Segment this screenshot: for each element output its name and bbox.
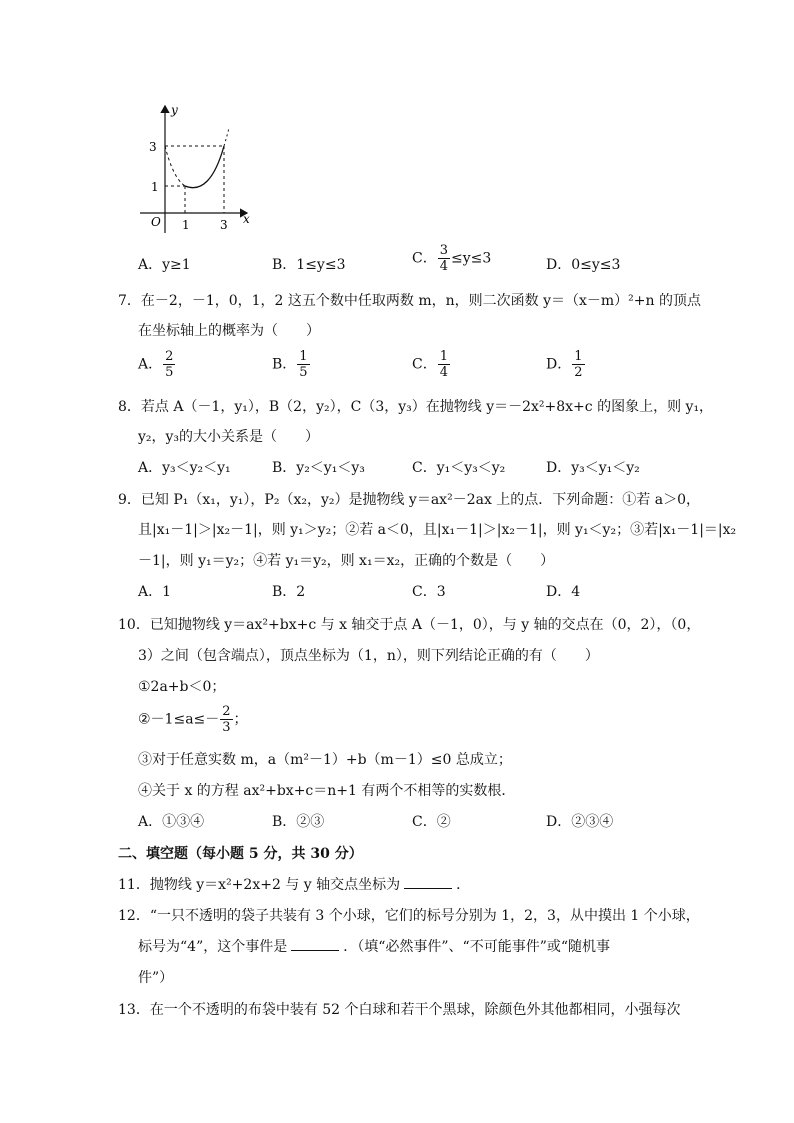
- q12-line1: 12．“一只不透明的袋子共装有 3 个小球，它们的标号分别为 1，2，3，从中摸出 1 个小球，: [118, 908, 700, 924]
- q9-line1: 9．已知 P₁（x₁，y₁），P₂（x₂，y₂）是抛物线 y＝ax²－2ax 上的点．下列命题：①若 a＞0，: [118, 492, 700, 508]
- y-tick-3: 3: [149, 140, 157, 154]
- q6-option-c-label: C．: [412, 250, 437, 267]
- q12-answer-blank[interactable]: [291, 938, 339, 951]
- q7-option-a[interactable]: A． $\frac{2}{5}$: [138, 349, 174, 380]
- q7-line2: 在坐标轴上的概率为（ ）: [138, 323, 320, 339]
- q8-option-c[interactable]: C．y₁＜y₃＜y₂: [412, 460, 506, 476]
- q10-option-a[interactable]: A．①③④: [138, 814, 205, 830]
- q6-option-c-fraction: $\frac{3}{4}$: [439, 243, 448, 274]
- q6-option-a[interactable]: A．y≥1: [138, 257, 191, 273]
- q7-line1: 7．在－2，－1，0，1，2 这五个数中任取两数 m，n，则二次函数 y＝（x－m）²+n 的顶点: [118, 293, 701, 309]
- y-axis-label: y: [171, 103, 178, 117]
- x-tick-1: 1: [182, 218, 190, 232]
- q6-option-d[interactable]: D．0≤y≤3: [546, 257, 621, 273]
- parabola-curve: [185, 146, 224, 188]
- q13-line1: 13．在一个不透明的布袋中装有 52 个白球和若干个黑球，除颜色外其他都相同，小强每次: [118, 1002, 681, 1018]
- q8-option-a[interactable]: A．y₃＜y₂＜y₁: [138, 460, 231, 476]
- section-title-fill-blank: 二、填空题（每小题 5 分，共 30 分）: [118, 846, 363, 862]
- q6-option-c[interactable]: [412, 244, 491, 273]
- q9-line3: －1|，则 y₁＝y₂；④若 y₁＝y₂，则 x₁＝x₂，正确的个数是（ ）: [138, 553, 555, 569]
- q7-option-b[interactable]: B． $\frac{1}{5}$: [272, 349, 308, 380]
- q12-line2: 标号为“4”，这个事件是 ．（填“必然事件”、“不可能事件”或“随机事: [138, 939, 611, 955]
- q9-option-b[interactable]: B．2: [272, 584, 306, 600]
- q8-line2: y₂，y₃的大小关系是（ ）: [138, 429, 320, 445]
- y-tick-1: 1: [151, 180, 159, 194]
- x-tick-3: 3: [220, 218, 228, 232]
- q10-statement-2: ②－1≤a≤－ $\frac{2}{3}$ ；: [138, 704, 248, 735]
- q10-statement-3: ③对于任意实数 m，a（m²－1）+b（m－1）≤0 总成立；: [138, 752, 512, 768]
- q10-option-b[interactable]: B．②③: [272, 814, 325, 830]
- q10-option-d[interactable]: D．②③④: [546, 814, 614, 830]
- x-axis-label: x: [243, 212, 250, 226]
- q9-option-a[interactable]: A．1: [138, 584, 172, 600]
- q11-answer-blank[interactable]: [404, 876, 452, 889]
- q8-line1: 8．若点 A（－1，y₁），B（2，y₂），C（3，y₃）在抛物线 y＝－2x²+8x+c 的图象上，则 y₁，: [118, 399, 714, 415]
- q8-option-b[interactable]: B．y₂＜y₁＜y₃: [272, 460, 365, 476]
- q10-line2: 3）之间（包含端点），顶点坐标为（1，n），则下列结论正确的有（ ）: [138, 648, 599, 664]
- q12-line3: 件”）: [138, 970, 174, 986]
- q10-statement-4: ④关于 x 的方程 ax²+bx+c＝n+1 有两个不相等的实数根．: [138, 783, 516, 799]
- q6-option-b[interactable]: B．1≤y≤3: [272, 257, 346, 273]
- q10-option-c[interactable]: C．②: [412, 814, 451, 830]
- q11: 11．抛物线 y＝x²+2x+2 与 y 轴交点坐标为 ．: [118, 877, 471, 893]
- origin-label: O: [151, 215, 161, 229]
- parabola-graph: [135, 98, 255, 238]
- q7-option-d[interactable]: D． $\frac{1}{2}$: [546, 349, 583, 380]
- q9-line2: 且|x₁－1|＞|x₂－1|，则 y₁＞y₂；②若 a＜0，且|x₁－1|＞|x₂－1|，则 y₁＜y₂；③若|x₁－1|＝|x₂: [138, 522, 737, 538]
- q7-option-c[interactable]: C． $\frac{1}{4}$: [412, 349, 448, 380]
- q6-option-c-suffix: ≤y≤3: [451, 250, 492, 267]
- q10-statement-1: ①2a+b＜0；: [138, 679, 226, 695]
- q10-line1: 10．已知抛物线 y＝ax²+bx+c 与 x 轴交于点 A（－1，0），与 y 轴的交点在（0，2），（0，: [118, 617, 701, 633]
- q8-option-d[interactable]: D．y₃＜y₁＜y₂: [546, 460, 640, 476]
- q9-option-d[interactable]: D．4: [546, 584, 581, 600]
- q9-option-c[interactable]: C．3: [412, 584, 446, 600]
